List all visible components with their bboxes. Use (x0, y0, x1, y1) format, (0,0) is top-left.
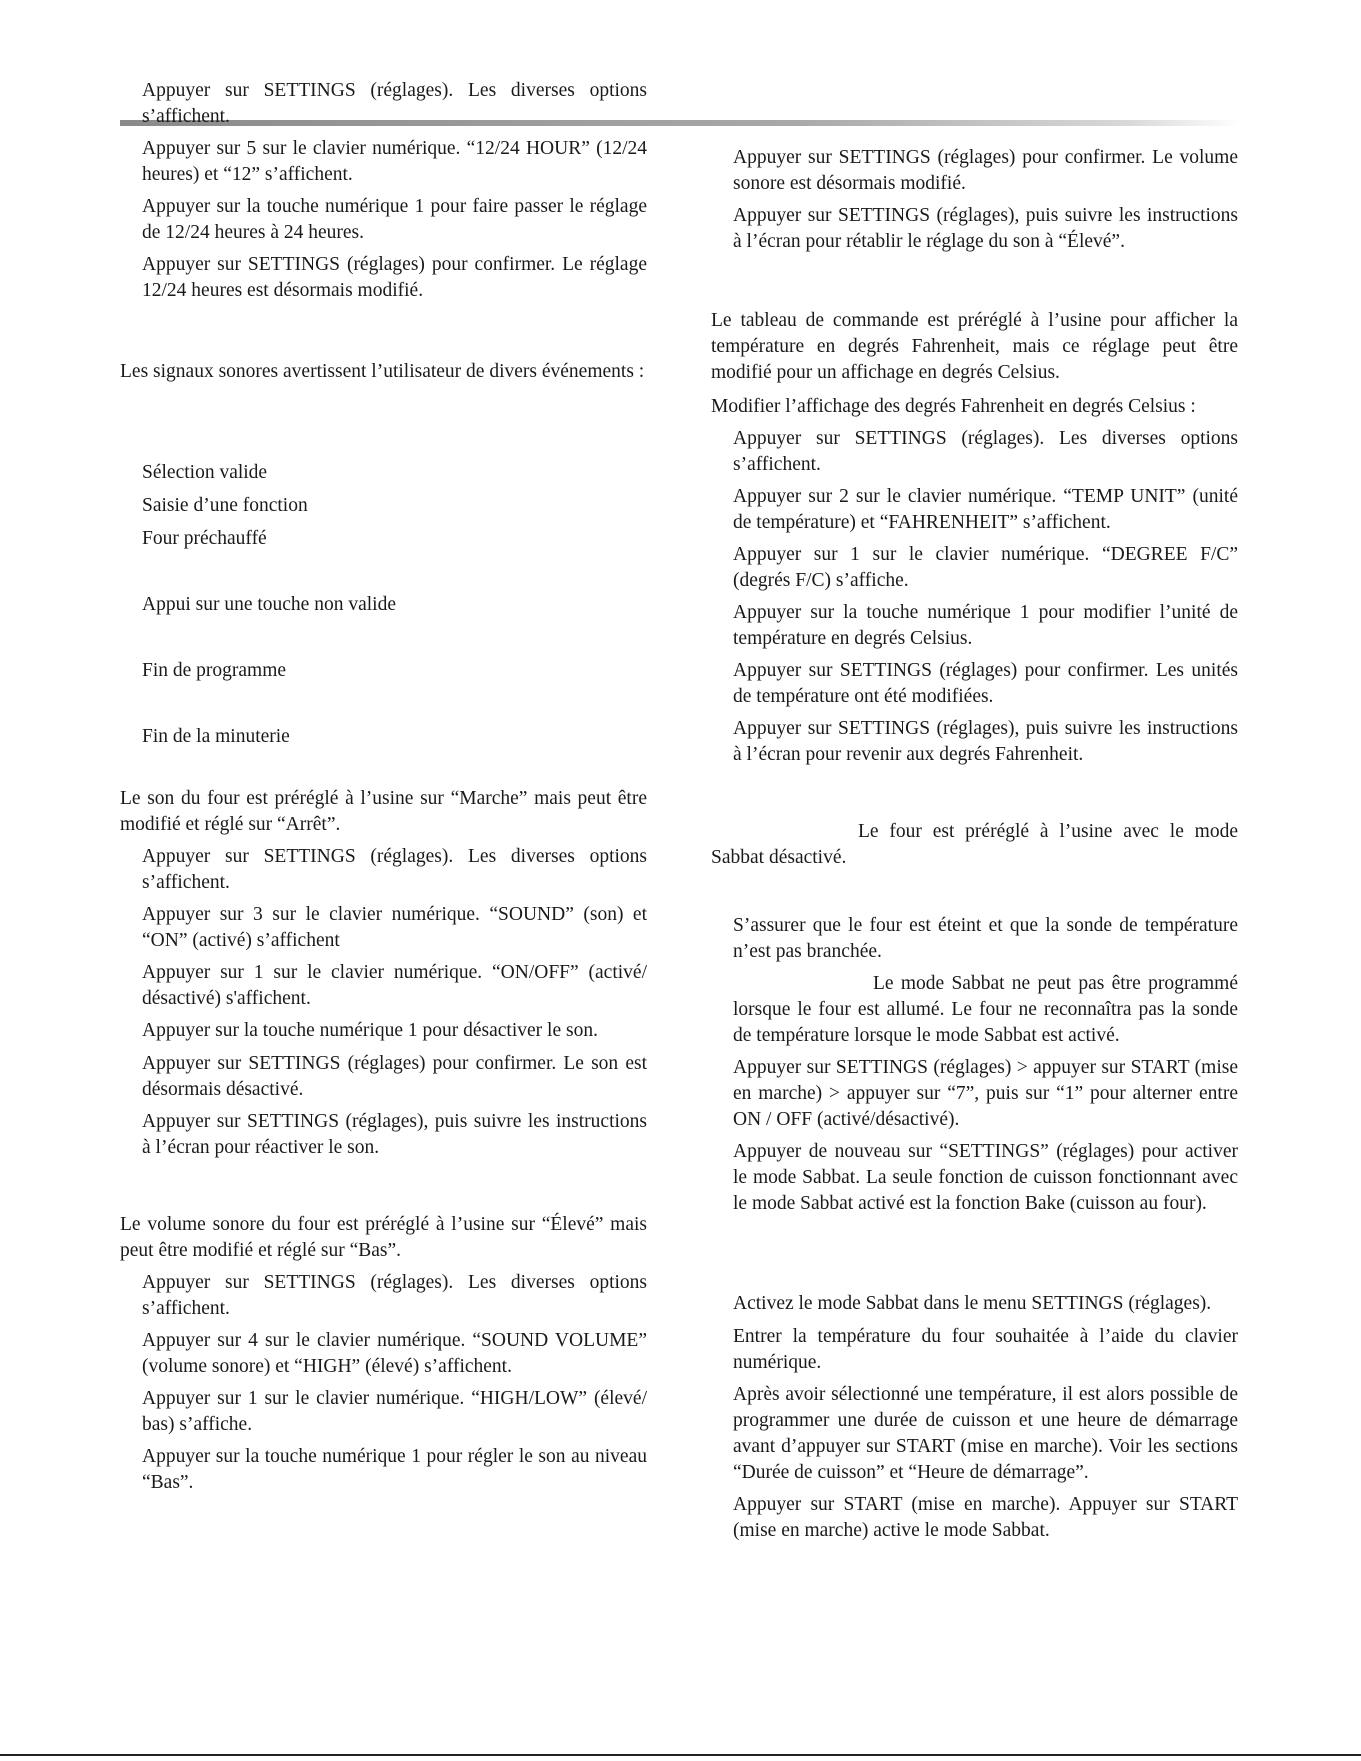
sabbath-intro: Le four est préréglé à l’usine avec le mode Sabbat désactivé. (711, 821, 1238, 868)
sound-step-6: Appuyer sur SETTINGS (réglages), puis suivre les instructions à l’écran pour réactiver le son. (142, 1111, 647, 1158)
volume-intro: Le volume sonore du four est préréglé à l’usine sur “Élevé” mais peut être modifié et réglé sur “Bas”. (120, 1214, 647, 1261)
sabbath-note: Le mode Sabbat ne peut pas être programmé lorsque le four est allumé. Le four ne reconnaîtra pas la sonde de température lorsque le mode Sabbat est activé. (733, 973, 1238, 1046)
bake-step-4: Appuyer sur START (mise en marche). Appuyer sur START (mise en marche) active le mode Sabbat. (733, 1494, 1238, 1541)
volume-step-4: Appuyer sur la touche numérique 1 pour régler le son au niveau “Bas”. (142, 1446, 647, 1493)
event-valid-selection: Sélection valide (142, 461, 268, 483)
temp-step-4: Appuyer sur la touche numérique 1 pour modifier l’unité de température en degrés Celsius. (733, 602, 1238, 649)
clock-step-2: Appuyer sur 5 sur le clavier numérique. “12/24 HOUR” (12/24 heures) et “12” s’affichent. (142, 138, 647, 185)
temp-step-2: Appuyer sur 2 sur le clavier numérique. “TEMP UNIT” (unité de température) et “FAHRENHEIT” s’affichent. (733, 486, 1238, 533)
clock-step-4: Appuyer sur SETTINGS (réglages) pour confirmer. Le réglage 12/24 heures est désormais modifié. (142, 254, 647, 301)
signals-intro: Les signaux sonores avertissent l’utilisateur de divers événements : (120, 361, 645, 382)
sound-step-2: Appuyer sur 3 sur le clavier numérique. “SOUND” (son) et “ON” (activé) s’affichent (142, 904, 647, 951)
temp-step-3: Appuyer sur 1 sur le clavier numérique. “DEGREE F/C” (degrés F/C) s’affiche. (733, 544, 1238, 591)
clock-step-1: Appuyer sur SETTINGS (réglages). Les diverses options s’affichent. (142, 80, 647, 127)
clock-step-3: Appuyer sur la touche numérique 1 pour faire passer le réglage de 12/24 heures à 24 heures. (142, 196, 647, 243)
bake-step-1: Activez le mode Sabbat dans le menu SETTINGS (réglages). (733, 1293, 1212, 1314)
bake-step-2: Entrer la température du four souhaitée à l’aide du clavier numérique. (733, 1326, 1238, 1373)
event-function-entry: Saisie d’une fonction (142, 494, 308, 516)
footer-rule (0, 1754, 1361, 1756)
volume-step-1: Appuyer sur SETTINGS (réglages). Les diverses options s’affichent. (142, 1272, 647, 1319)
sound-step-4: Appuyer sur la touche numérique 1 pour désactiver le son. (142, 1020, 598, 1041)
event-oven-preheated: Four préchauffé (142, 527, 267, 549)
volume-step-6: Appuyer sur SETTINGS (réglages), puis suivre les instructions à l’écran pour rétablir le réglage du son à “Élevé”. (733, 205, 1238, 252)
sabbath-step-2: Appuyer de nouveau sur “SETTINGS” (réglages) pour activer le mode Sabbat. La seule fonction de cuisson fonctionnant avec le mode Sabbat activé est la fonction Bake (cuisson au four). (733, 1141, 1238, 1214)
event-program-end: Fin de programme (142, 659, 287, 681)
event-invalid-key: Appui sur une touche non valide (142, 593, 396, 615)
sound-step-5: Appuyer sur SETTINGS (réglages) pour confirmer. Le son est désormais désactivé. (142, 1053, 647, 1100)
volume-step-2: Appuyer sur 4 sur le clavier numérique. “SOUND VOLUME” (volume sonore) et “HIGH” (élevé) s’affichent. (142, 1330, 647, 1377)
volume-step-5: Appuyer sur SETTINGS (réglages) pour confirmer. Le volume sonore est désormais modifié. (733, 147, 1238, 194)
event-timer-end: Fin de la minuterie (142, 725, 290, 747)
sound-step-3: Appuyer sur 1 sur le clavier numérique. “ON/OFF” (activé/ désactivé) s'affichent. (142, 962, 647, 1009)
volume-step-3: Appuyer sur 1 sur le clavier numérique. “HIGH/LOW” (élevé/ bas) s’affiche. (142, 1388, 647, 1435)
temp-lead: Modifier l’affichage des degrés Fahrenheit en degrés Celsius : (711, 396, 1196, 417)
temp-step-5: Appuyer sur SETTINGS (réglages) pour confirmer. Les unités de température ont été modifiées. (733, 660, 1238, 707)
temp-step-6: Appuyer sur SETTINGS (réglages), puis suivre les instructions à l’écran pour revenir aux degrés Fahrenheit. (733, 718, 1238, 765)
temp-step-1: Appuyer sur SETTINGS (réglages). Les diverses options s’affichent. (733, 428, 1238, 475)
temp-intro: Le tableau de commande est préréglé à l’usine pour afficher la température en degrés Fahrenheit, mais ce réglage peut être modifié pour un affichage en degrés Celsius. (711, 310, 1238, 383)
sabbath-step-1: Appuyer sur SETTINGS (réglages) > appuyer sur START (mise en marche) > appuyer sur “7”, puis sur “1” pour alterner entre ON / OFF (activé/désactivé). (733, 1057, 1238, 1130)
sound-step-1: Appuyer sur SETTINGS (réglages). Les diverses options s’affichent. (142, 846, 647, 893)
sound-intro: Le son du four est préréglé à l’usine sur “Marche” mais peut être modifié et réglé sur “Arrêt”. (120, 788, 647, 835)
bake-step-3: Après avoir sélectionné une température, il est alors possible de programmer une durée de cuisson et une heure de démarrage avant d’appuyer sur START (mise en marche). Voir les sections “Durée de cuisson” et “Heure de démarrage”. (733, 1384, 1238, 1483)
sabbath-check: S’assurer que le four est éteint et que la sonde de température n’est pas branchée. (733, 915, 1238, 962)
